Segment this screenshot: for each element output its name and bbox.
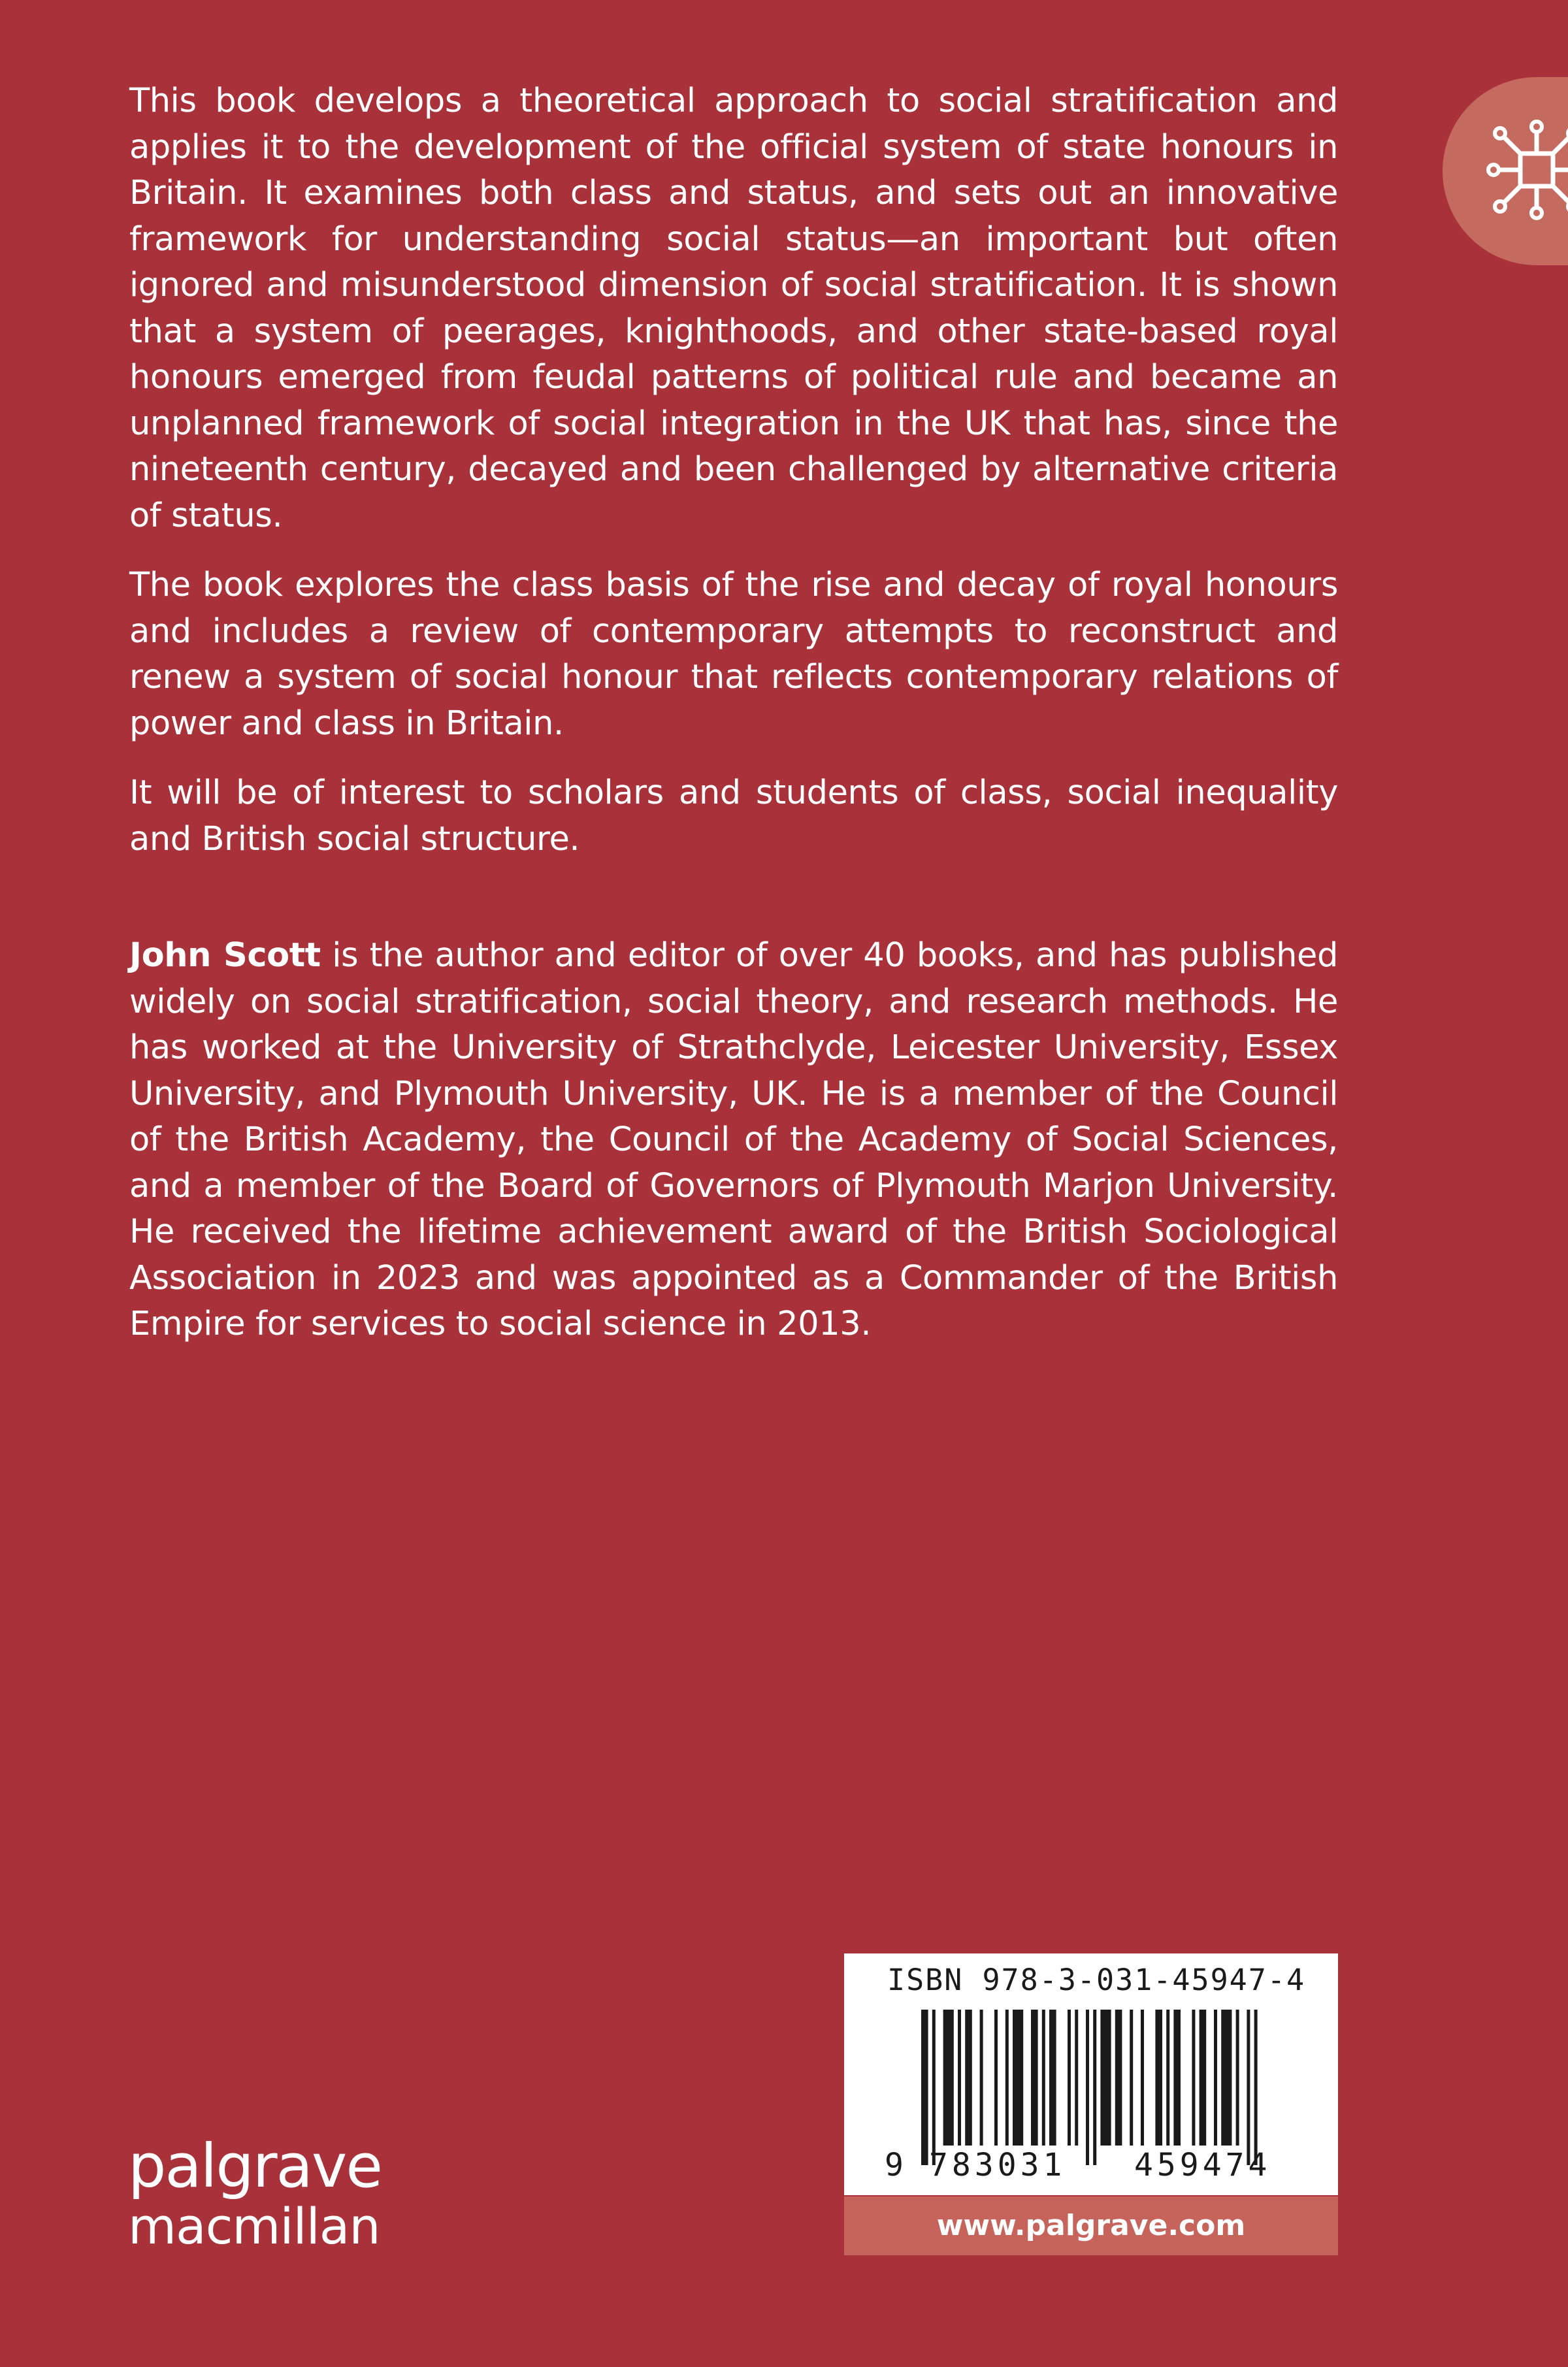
logo-line-2: macmillan (128, 2197, 380, 2255)
barcode-bar (1192, 2010, 1195, 2146)
publisher-url: www.palgrave.com (844, 2196, 1338, 2255)
logo-line-1: palgrave (128, 2131, 382, 2201)
barcode-bar (943, 2010, 954, 2146)
barcode-digit-first: 9 (885, 2147, 904, 2183)
barcode-bar (1236, 2010, 1239, 2146)
barcode-digits-left: 783031 (929, 2147, 1066, 2183)
blurb-paragraph-3: It will be of interest to scholars and students of class, social inequality and British social structure. (129, 774, 1338, 858)
barcode-bar (1005, 2010, 1009, 2146)
circuit-node-icon (1484, 118, 1568, 222)
barcode-bar (1247, 2010, 1250, 2165)
isbn-barcode-block (844, 1953, 1338, 2195)
barcode-bar (1031, 2010, 1038, 2146)
barcode-bar (1115, 2010, 1122, 2146)
barcode-bar (1049, 2010, 1056, 2146)
barcode-bar (1155, 2010, 1162, 2146)
barcode-bar (965, 2010, 972, 2146)
publisher-logo (128, 2131, 382, 2257)
barcode-bar (932, 2010, 936, 2165)
barcode-bar (994, 2010, 998, 2146)
barcode-bar (1130, 2010, 1133, 2146)
author-name: John Scott (129, 936, 321, 975)
barcode-bar (921, 2010, 928, 2165)
barcode-bar (1013, 2010, 1023, 2146)
isbn-label: ISBN 978-3-031-45947-4 (887, 1963, 1306, 1997)
barcode-bar (980, 2010, 983, 2146)
barcode-bar (1221, 2010, 1232, 2146)
barcode-bar (1200, 2010, 1207, 2146)
barcode-bar (1173, 2010, 1181, 2146)
barcode-bar (1214, 2010, 1217, 2146)
barcode-bar (958, 2010, 961, 2146)
barcode-bar (1166, 2010, 1169, 2146)
series-badge (1443, 77, 1568, 265)
barcode-bar (1086, 2010, 1089, 2165)
barcode-bar (1068, 2010, 1071, 2146)
barcode-bar (1141, 2010, 1144, 2146)
author-bio-text: is the author and editor of over 40 books, and has published widely on social stratification, social theory, and research methods. He has worked at the University of Strathclyde, Leicester University, Essex University, and Plymouth University, UK. He is a member of the Council of the British Academy, the Council of the Academy of Social Sciences, and a member of the Board of Governors of Plymouth Marjon University. He received the lifetime achievement award of the British Sociological Association in 2023 and was appointed as a Commander of the British Empire for services to social science in 2013. (129, 936, 1338, 1343)
barcode-bar (1100, 2010, 1111, 2146)
author-bio (129, 933, 1338, 1348)
barcode-bar (1254, 2010, 1258, 2165)
barcode-bar (1075, 2010, 1078, 2146)
barcode-bar (1093, 2010, 1096, 2165)
barcode-digits-right: 459474 (1134, 2147, 1271, 2183)
blurb-paragraph-2: The book explores the class basis of the rise and decay of royal honours and includes a review of contemporary attempts to reconstruct and renew a system of social honour that reflects contemporary relations of power and class in Britain. (129, 566, 1338, 743)
back-cover-blurb (129, 78, 1338, 1371)
barcode-bar (1042, 2010, 1045, 2146)
blurb-paragraph-1: This book develops a theoretical approach to social stratification and applies it to the development of the official system of state honours in Britain. It examines both class and status, and sets out an innovative framework for understanding social status—an important but often ignored and misunderstood dimension of social stratification. It is shown that a system of peerages, knighthoods, and other state-based royal honours emerged from feudal patterns of political rule and became an unplanned framework of social integration in the UK that has, since the nineteenth century, decayed and been challenged by alternative criteria of status. (129, 82, 1338, 535)
